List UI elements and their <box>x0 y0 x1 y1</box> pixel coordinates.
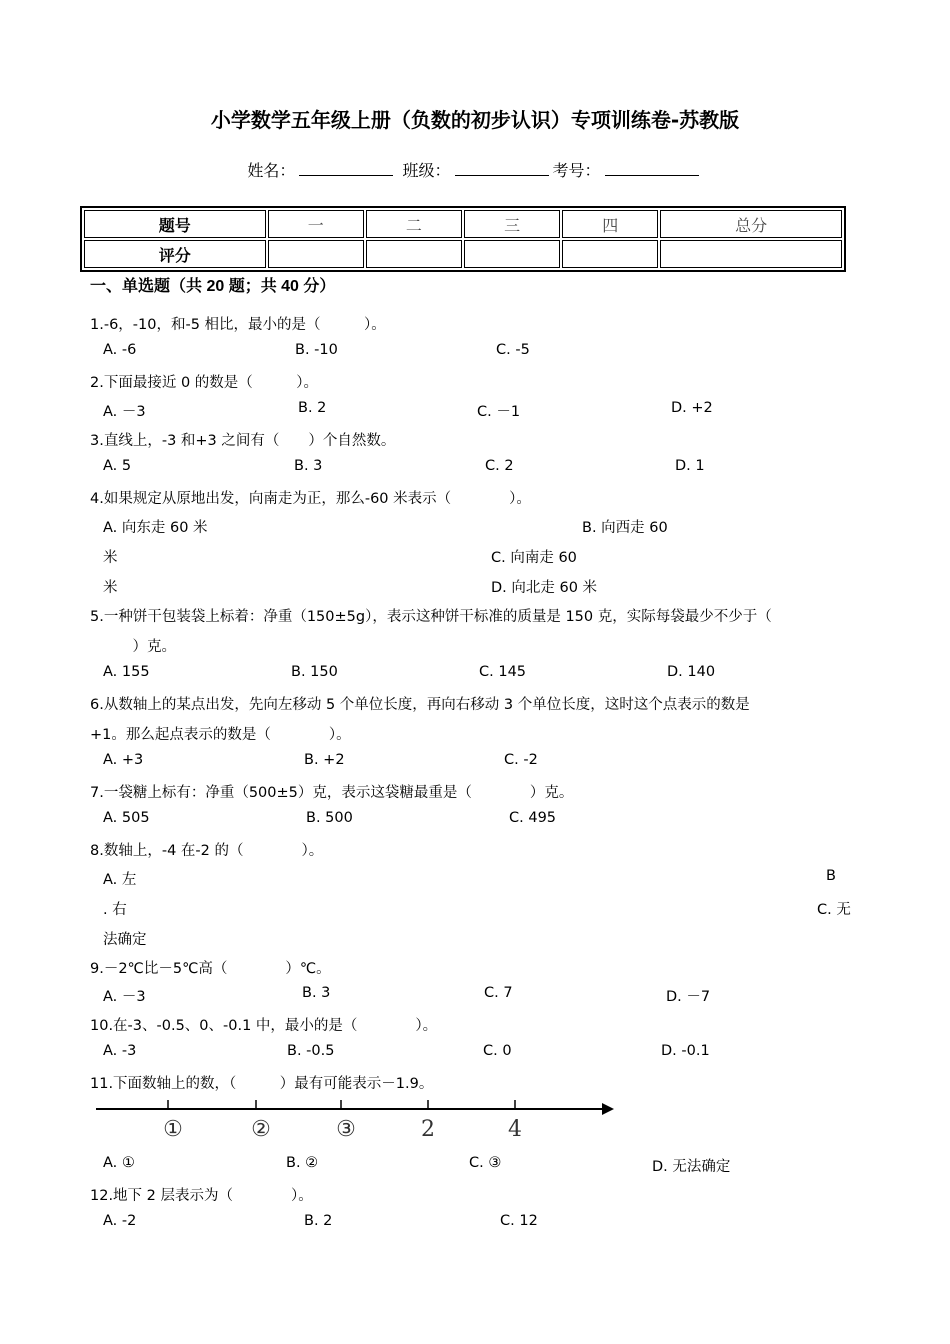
option[interactable]: B. 500 <box>306 810 353 826</box>
student-info-line <box>0 158 950 181</box>
question-8: 8.数轴上，-4 在-2 的（ ）。 <box>90 843 324 859</box>
exam-no-blank[interactable] <box>605 161 699 176</box>
option[interactable]: B. -10 <box>295 342 338 358</box>
option[interactable]: C. 0 <box>483 1043 512 1059</box>
tick-label-3: ③ <box>336 1117 356 1142</box>
option[interactable]: A. -3 <box>103 1043 137 1059</box>
name-label: 姓名： <box>247 161 296 180</box>
score-cell: 一 <box>268 210 364 238</box>
option[interactable]: A. 5 <box>103 458 132 474</box>
option[interactable]: C. 7 <box>484 985 513 1001</box>
tick-label-2: ② <box>251 1117 271 1142</box>
option[interactable]: A. -6 <box>103 342 137 358</box>
option[interactable]: A. 155 <box>103 664 150 680</box>
option[interactable]: C. 2 <box>485 458 514 474</box>
option[interactable]: A. 左 <box>103 872 137 888</box>
score-input-cell[interactable] <box>366 240 462 268</box>
exam-no-label: 考号： <box>552 161 601 180</box>
option[interactable]: C. 145 <box>479 664 527 680</box>
score-cell: 评分 <box>84 240 266 268</box>
score-cell: 二 <box>366 210 462 238</box>
page-title: 小学数学五年级上册（负数的初步认识）专项训练卷-苏教版 <box>210 108 740 132</box>
section-heading: 一、单选题（共 20 题；共 40 分） <box>90 278 336 295</box>
score-table-header-row <box>84 210 842 238</box>
option[interactable]: B <box>826 868 836 884</box>
option[interactable]: C. -5 <box>496 342 530 358</box>
option[interactable]: C. -2 <box>504 752 538 768</box>
option[interactable]: A. ① <box>103 1155 135 1171</box>
option[interactable]: B. 2 <box>298 400 327 416</box>
question-5: 5.一种饼干包装袋上标着：净重（150±5g），表示这种饼干标准的质量是 150 克，实际每袋最少不少于（ <box>90 609 772 625</box>
question-4: 4.如果规定从原地出发，向南走为正，那么-60 米表示（ ）。 <box>90 491 531 507</box>
option[interactable]: C. ③ <box>469 1155 502 1171</box>
question-10: 10.在-3、-0.5、0、-0.1 中，最小的是（ ）。 <box>90 1018 438 1034</box>
option[interactable]: B. 150 <box>291 664 338 680</box>
score-input-cell[interactable] <box>464 240 560 268</box>
score-cell: 四 <box>562 210 658 238</box>
option[interactable]: A. －3 <box>103 404 146 420</box>
score-cell: 总分 <box>660 210 842 238</box>
option-wrap: . 右 <box>103 902 127 918</box>
score-table-score-row <box>84 240 842 268</box>
option[interactable]: D. 向北走 60 米 <box>491 580 598 596</box>
option[interactable]: A. +3 <box>103 752 144 768</box>
option[interactable]: C. 向南走 60 <box>491 550 577 566</box>
score-cell: 题号 <box>84 210 266 238</box>
question-11: 11.下面数轴上的数，（ ）最有可能表示－1.9。 <box>90 1076 434 1092</box>
option[interactable]: B. 向西走 60 <box>582 520 668 536</box>
number-line-figure <box>94 1094 624 1144</box>
question-7: 7.一袋糖上标有：净重（500±5）克，表示这袋糖最重是（ ）克。 <box>90 785 574 801</box>
option[interactable]: A. 505 <box>103 810 150 826</box>
option[interactable]: B. 3 <box>302 985 331 1001</box>
option[interactable]: B. ② <box>286 1155 319 1171</box>
option[interactable]: A. -2 <box>103 1213 137 1229</box>
option[interactable]: B. +2 <box>304 752 345 768</box>
score-table <box>80 206 846 272</box>
class-label: 班级： <box>402 161 451 180</box>
question-9: 9.－2℃比－5℃高（ ）℃。 <box>90 961 331 977</box>
number-line-arrow <box>602 1103 614 1115</box>
score-cell: 三 <box>464 210 560 238</box>
option[interactable]: A. －3 <box>103 989 146 1005</box>
tick-label-4: 2 <box>421 1117 435 1142</box>
class-blank[interactable] <box>455 161 549 176</box>
question-1: 1.-6，-10，和-5 相比，最小的是（ ）。 <box>90 317 386 333</box>
score-input-cell[interactable] <box>660 240 842 268</box>
option[interactable]: D. -0.1 <box>661 1043 710 1059</box>
question-12: 12.地下 2 层表示为（ ）。 <box>90 1188 313 1204</box>
option[interactable]: D. +2 <box>671 400 713 416</box>
option-wrap: 米 <box>103 580 118 596</box>
option[interactable]: B. 2 <box>304 1213 333 1229</box>
option[interactable]: D. －7 <box>666 989 711 1005</box>
question-2: 2.下面最接近 0 的数是（ ）。 <box>90 375 319 391</box>
name-blank[interactable] <box>299 161 393 176</box>
option[interactable]: D. 1 <box>675 458 705 474</box>
tick-label-5: 4 <box>508 1117 522 1142</box>
option[interactable]: A. 向东走 60 米 <box>103 520 208 536</box>
question-5-cont: ）克。 <box>118 639 176 655</box>
option[interactable]: B. 3 <box>294 458 323 474</box>
option-wrap: 法确定 <box>103 932 147 948</box>
option[interactable]: D. 无法确定 <box>652 1159 731 1175</box>
question-6: 6.从数轴上的某点出发，先向左移动 5 个单位长度，再向右移动 3 个单位长度，这时这个点表示的数是 <box>90 697 750 713</box>
score-input-cell[interactable] <box>268 240 364 268</box>
option[interactable]: C. 495 <box>509 810 557 826</box>
option[interactable]: C. －1 <box>477 404 521 420</box>
question-6-cont: +1。那么起点表示的数是（ ）。 <box>90 727 351 743</box>
option-wrap: 米 <box>103 550 118 566</box>
option[interactable]: C. 无 <box>817 902 851 918</box>
option[interactable]: C. 12 <box>500 1213 538 1229</box>
question-3: 3.直线上，-3 和+3 之间有（ ）个自然数。 <box>90 433 396 449</box>
score-input-cell[interactable] <box>562 240 658 268</box>
tick-label-1: ① <box>163 1117 183 1142</box>
option[interactable]: B. -0.5 <box>287 1043 335 1059</box>
option[interactable]: D. 140 <box>667 664 716 680</box>
